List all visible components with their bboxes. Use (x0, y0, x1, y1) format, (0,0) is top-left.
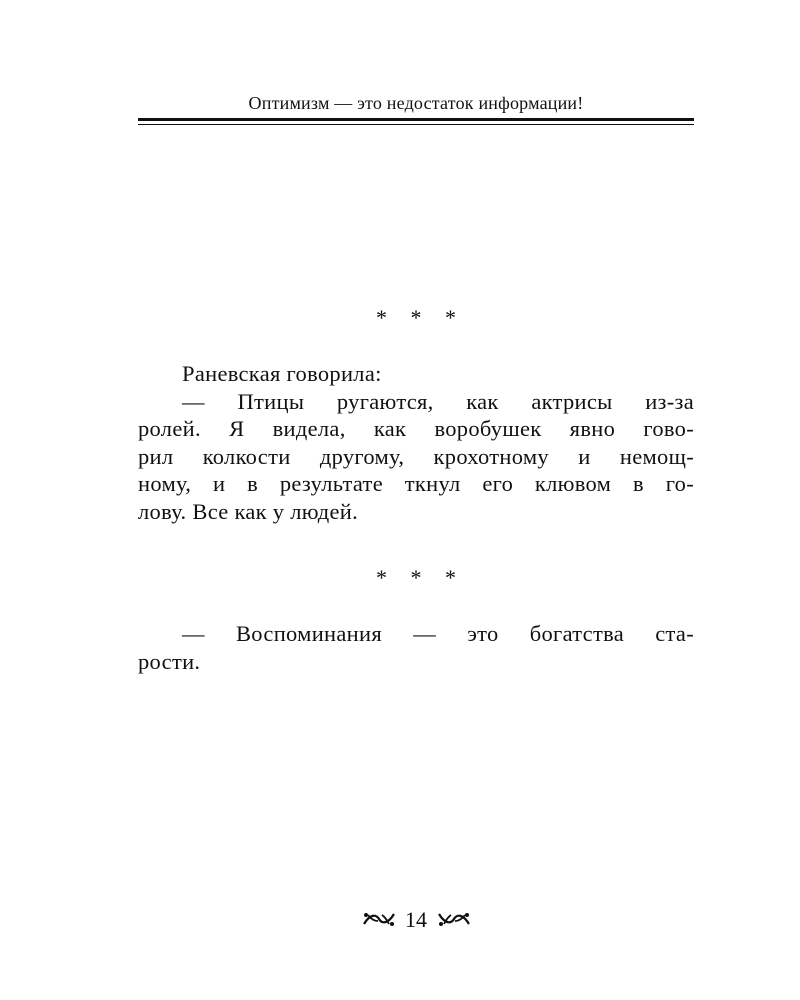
text-line: — Птицы ругаются, как актрисы из-за (182, 388, 694, 414)
text-line: рости. (138, 648, 201, 674)
text-line: Раневская говорила: (182, 361, 382, 386)
fleuron-right-icon (437, 907, 471, 933)
text-line: ному, и в результате ткнул его клювом в го- (138, 471, 694, 496)
page-number: 14 (405, 906, 427, 932)
section-separator: * * * (376, 565, 456, 590)
section-separator: * * * (376, 305, 456, 330)
header-rule-thin (138, 124, 694, 125)
running-head: Оптимизм — это недостаток информации! (248, 93, 584, 113)
text-line: лову. Все как у людей. (138, 498, 359, 524)
anecdote-text (138, 360, 694, 525)
quote-text (138, 620, 694, 675)
text-line: — Воспоминания — это богатства ста- (182, 621, 694, 646)
fleuron-left-icon (362, 907, 396, 933)
text-line: ролей. Я видела, как воробушек явно гово- (138, 416, 694, 441)
page-folio (138, 905, 694, 933)
text-line: рил колкости другому, крохотному и немощ- (138, 443, 694, 469)
header-rule-thick (138, 118, 694, 121)
